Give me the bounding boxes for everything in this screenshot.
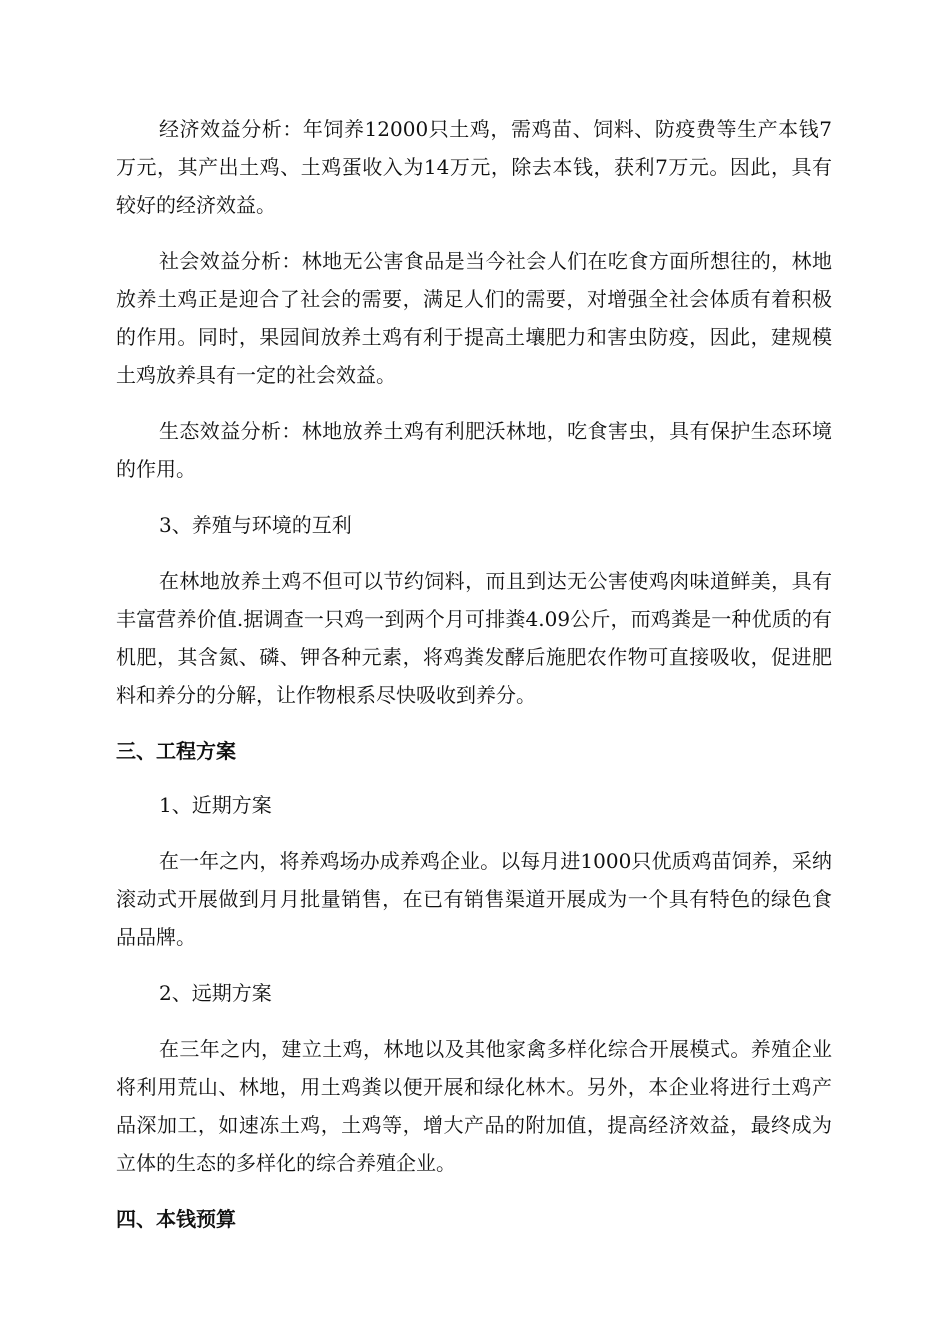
long-term-plan-body: 在三年之内，建立土鸡，林地以及其他家禽多样化综合开展模式。养殖企业将利用荒山、林地，用土鸡粪以便开展和绿化林木。另外，本企业将进行土鸡产品深加工，如速冻土鸡，土鸡等，增大产品的附加值，提高经济效益，最终成为立体的生态的多样化的综合养殖企业。 <box>116 1037 832 1175</box>
near-term-plan-title: 1、近期方案 <box>159 793 272 817</box>
long-term-plan-title: 2、远期方案 <box>159 981 272 1005</box>
section-4-heading: 四、本钱预算 <box>116 1207 236 1231</box>
ecological-benefit-paragraph: 生态效益分析：林地放养土鸡有利肥沃林地，吃食害虫，具有保护生态环境的作用。 <box>116 419 832 481</box>
near-term-plan-body: 在一年之内，将养鸡场办成养鸡企业。以每月进1000只优质鸡苗饲养，采纳滚动式开展做到月月批量销售，在已有销售渠道开展成为一个具有特色的绿色食品品牌。 <box>116 849 832 949</box>
subsection-3-title: 3、养殖与环境的互利 <box>159 513 352 537</box>
social-benefit-paragraph: 社会效益分析：林地无公害食品是当今社会人们在吃食方面所想往的，林地放养土鸡正是迎合了社会的需要，满足人们的需要，对增强全社会体质有着积极的作用。同时，果园间放养土鸡有利于提高土壤肥力和害虫防疫，因此，建规模土鸡放养具有一定的社会效益。 <box>116 249 832 387</box>
subsection-3-body: 在林地放养土鸡不但可以节约饲料，而且到达无公害使鸡肉味道鲜美，具有丰富营养价值.据调查一只鸡一到两个月可排粪4.09公斤，而鸡粪是一种优质的有机肥，其含氮、磷、钾各种元素，将鸡粪发酵后施肥农作物可直接吸收，促进肥料和养分的分解，让作物根系尽快吸收到养分。 <box>116 569 832 707</box>
economic-benefit-paragraph: 经济效益分析：年饲养12000只土鸡，需鸡苗、饲料、防疫费等生产本钱7万元，其产出土鸡、土鸡蛋收入为14万元，除去本钱，获利7万元。因此，具有较好的经济效益。 <box>116 117 832 217</box>
section-3-heading: 三、工程方案 <box>116 739 236 763</box>
